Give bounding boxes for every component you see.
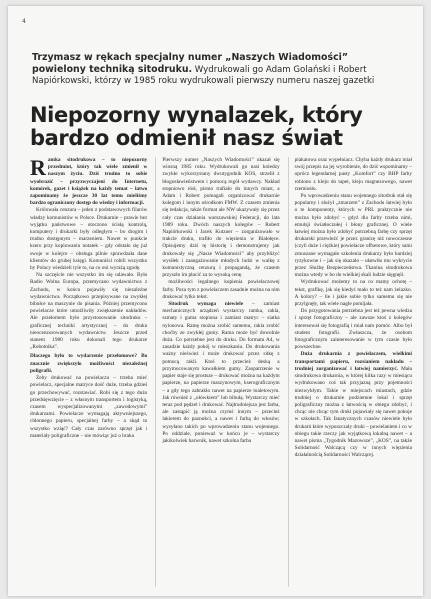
lead-bold: Trzymasz w rękach specjalny numer „Naszych Wiadomości” powielony techniką sitodruku. [32,52,349,75]
column-2 [155,157,279,587]
body-paragraph: Żeby drukować na powielaczu – trzeba mieć powielacz, specjalne matryce dość duże, trzeba gdzieś go przechowywać, rozstawiać. Robi się z tego dużo przedsięwzięcie – z własnym transportem i logistyką, czasem wyspecjalizowanymi „zawodowymi” drukarzami. Powielacze wymagają aktywniejszego, chłonnego papieru, specjalnej farby – a skąd to wszystko wziąć? Cały czas zarówno sprzęt jak i materiały poligraficzne – nie mówiąc już o braku [30,375,148,439]
intro-text: amka sitodrukowa – to niepozorny przedmiot, który tak wiele zmienił w naszym życiu. Dziś trudno to sobie wyobrazić – przyzwyczajeni do Internetu, komórek, gazet i książek na każdy temat – łatwo zapominamy że jeszcze 30 lat temu mieliśmy bardzo ograniczony dostęp do wiedzy i informacji. [30,157,148,207]
body-paragraph: Po wprowadzeniu stanu wojennego sitodruk stał się popularny i służył „zmarzem” z Zachodu łatwiej było o te komponenty, których w PRL praktycznie nie można było zdobyć – gdyż dla farby trzeba nimi, emulsji światłoczułej i błony graficznej. O wiele łatwiej można było zdobyć potrzebną farbę czy sprzęt drukarski przewieźć je przez granicę niż nowoczesne (czyli duże i ciężkie) powielacze offsetowe, który sami zmuszane wymagało szkolenia drukarzy było bardziej ryzykowne i – jak się okazało – ułatwiło mu wykrycie przez Służbę Bezpieczeństwa. Tkanina sitodrukowa można wtedy w bo do wielkiej skali ludzie sięgnęli. [294,193,412,279]
column-3 [288,157,412,587]
column-1 [30,157,147,587]
body-paragraph: Królowała cenzura – jeden z podstawowych filarów władzy komunistów w Polsce. Drukarnie – prawie bez wyjątku państwowe – otoczono ścisłą kontrolą, komputery i drukarki były odległym – bo drogim i trudno dostępnym – marzeniem. Nawet w punkcie ksero przy kopiowaniu notatek – gdy odstało się już swoje w kolejce – obsługa pilnie sprawdzała dane klientów do grubej księgi. Komuniści robili wszystko by Polacy wiedzieli tyle to, na co oni wyrażą zgodę. [30,207,148,272]
newspaper-page [8,6,423,596]
subheading: Dlaczego było to wydarzenie przełomowe? Bo znacznie zwiększyło możliwości niezależnej poligrafii. [30,353,148,374]
body-paragraph: Pierwszy numer „Naszych Wiadomości” ukazał się wiosną 1985 roku. Wydrukowali go nasi koledzy zwykłe wykorzystany dwutygodnik KOS, strzelił z błogosławieństwem i pomocą regół wydawcy. Nakład stopniowo rósł, pismo trafiało do innych miast, a Adam i Robert pomagali organizować drukarnie kolegom i innym ośrodkom FMW. Z czasem zmienia się redakcja, także format ale NW ukazywały się przez cały czas działania warszawskiej Federacji, do lata 1989 roku. Dwóch naszych kolegów – Robert Napiórkowski i Jacek Kutzner – zorganizowało w trakcie druku, trafiło do więzienia w Białołęce. Opisujemy dziś tę historię i demonstrujemy jak drukowały się „Nasze Wiadomości” aby przybliżyć wysiłek i zaangażowanie młodych ludzi w walkę z komunistyczną cenzurą i propagandą, że czasem przyszło im płacić za to wysoką cenę. [162,157,280,279]
body-paragraph [162,301,279,445]
body-text: – zamiast mechanicznych urządzeń wystarczy ramka, rakla, szmaty i guma stopiona i zamiast matryc – siatka nylonowa. Ramę można zrobić samemu, rakla zrobić choćby ze zwykłej gumy. Rama może być dowolnie duża. Co potrzebne jest do druku. Do formatu A4, w zasadzie każdy pokój w mieszkaniu. Do drukowania ważny nieśwież i może drukować przez sitkę z pomocą rakli. Ktoś to przecież deską a przymocowanym kawałkiem gumy. Zaopatrzenie w papier staje się prostsze – drukować można na każdym papierze, na papierze maszynowym, kserograficznym – a gdy tego zabrakło nawet na papierze toaletowym. Jak również z „ołówkiem” lub bibułą. Wystarczy mieć teraz pod pędzel i drukować. Najtrudniejsza jest farba, ale zastąpić ją można czymś innym – przecież lakierem do paznokci, a nawet i farbą do włosów; wysyłano takich po wprowadzeniu stanu wojennego. Po oddziale, ponieważ w końcu je – wystarczy jakikolwiek barwnik, nawet szkolna farba [162,301,280,444]
body-paragraph: Do przygotowania potrzebna jest też pewna wiedza i sprzęt fotograficzny – ale zawsze ktoś z kolegów interesował się fotografią i miał nam pomóc. Albo był student fotografii. Zwłaszcza, że osobom fotograficznym zainteresowanie w tym czasie było powszechne. [294,308,412,351]
lead-text: Wydrukowali go Adam Golański i Robert Napiórkowski, którzy w 1985 roku wydrukowali pierwszy numeru naszej gazetki [32,65,375,86]
lead-paragraph [32,52,400,87]
subheading: Duża drukarnia z powielaczem, wielkimi transportami papieru, rozsianiem nakładu – trudniej zorganizować i łatwiej namierzyć. [294,351,412,372]
body-paragraph: plakatowa oraz wypełniacz. Chyba każdy drukarz miał swój przepis na jej wyrobienie, do dziś wspominamy – oprócz legendarnej pasty „Komfort” czy BHP farby robiono z kleju do tapet, kleju magnezowego, nawet rzemiosło. [294,157,412,192]
article-body [30,157,412,587]
body-paragraph: Wydrukować możemy to na co mamy ochotę – tekst, grafikę, jak się kiedyś mało to też nam żelazko. A kolory? – lie i jakie sobie tylko samemu się nie przylgnęły, tak wiele nagle pomijała. [294,279,412,308]
subheading: Sitodruk wymaga niewiele [168,301,244,308]
body-paragraph [295,351,412,459]
body-paragraph: Na szczęście nie wszystko im się udawało. Było Radio Wolna Europa, przemycano wydawnictwa z Zachodu, w końcu pojawiły się niezależne wydawnictwa. Początkowo przepisywane na zwykłej bibułce na maszynie do pisania. Później przemycono powielacze które umożliwiły zwiększenie nakładów. Ale przełomem było przystosowanie sitodruku – graficznej techniki artystycznej – do druku nieocenzurowanych wydawnictw. Jeszcze przed stanem 1980 roku dokonali tego drukarze „Robotnika”. [30,272,148,351]
body-text: Mała sitodrukowa drukarnia, w której kilka razy w miesiącu wydrukowano coś tak przyjazną przy pojemności niezwykłym. Takie w miejscach miastach, gdzie trudniej o drukarnie podziemne lokal i sprzęt poligraficzny można z łatwością w obiegu zdobyć, i chcąc nie chcąc tym druki pojawiały się nawet pokoje w szkołach. Tak fanatycznych czasów niewiele było drukarń które wypuszczały druki – powielaniem i co w obiegu takie rzeczy jak wyjątkową lokalną nawet – a nawet pisma „Tygodnik Mazowsze”, „KOS”, na także Solidarność Walczącą czy w innych więzienia działalnością Solidarności Walczącej. [294,365,412,459]
article-headline: Niepozorny wynalazek, który bardzo odmienił nasz świat [30,103,363,150]
drop-cap: R [30,157,46,180]
intro-paragraph [30,157,147,207]
body-paragraph: możliwości legalnego kupienia powielaczowej farby. Poza tym z powielaczem zasadnie można na nim drukować tylko tekst. [162,279,280,300]
page-number: 4 [22,18,26,25]
